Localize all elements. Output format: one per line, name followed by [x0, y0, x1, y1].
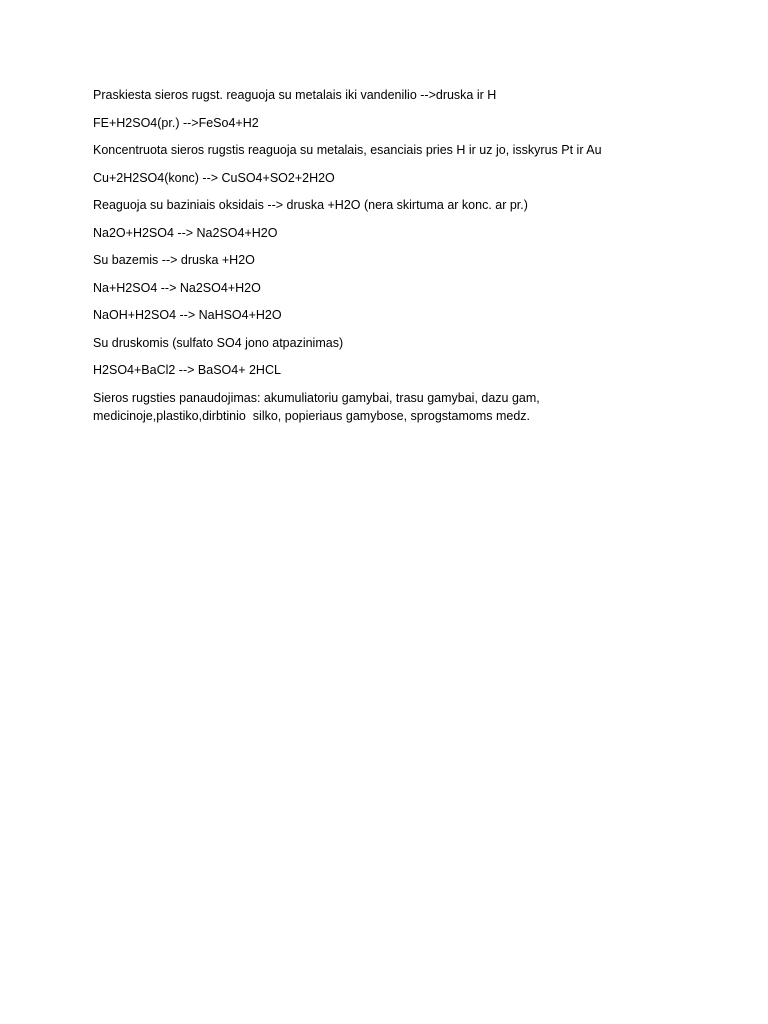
- paragraph-equation-sodium: Na+H2SO4 --> Na2SO4+H2O: [93, 280, 261, 295]
- paragraph-salts: Su druskomis (sulfato SO4 jono atpazinimas): [93, 335, 344, 350]
- paragraph-bases: Su bazemis --> druska +H2O: [93, 253, 255, 267]
- paragraph-uses: Sieros rugsties panaudojimas: akumuliatoriu gamybai, trasu gamybai, dazu gam, medicinoje,plastiko,dirbtinio silko, popieriaus gamybose, sprogstamoms medz.: [93, 390, 544, 423]
- paragraph-basic-oxides: Reaguoja su baziniais oksidais --> druska +H2O (nera skirtuma ar konc. ar pr.): [93, 198, 528, 212]
- paragraph-concentrated-acid-metals: Koncentruota sieros rugstis reaguoja su metalais, esanciais pries H ir uz jo, isskyrus Pt ir Au: [93, 143, 602, 157]
- paragraph-equation-barium-chloride: H2SO4+BaCl2 --> BaSO4+ 2HCL: [93, 363, 281, 377]
- paragraph-equation-copper: Cu+2H2SO4(konc) --> CuSO4+SO2+2H2O: [93, 170, 335, 185]
- paragraph-equation-iron: FE+H2SO4(pr.) -->FeSo4+H2: [93, 115, 259, 130]
- paragraph-equation-sodium-oxide: Na2O+H2SO4 --> Na2SO4+H2O: [93, 225, 278, 240]
- paragraph-dilute-acid-metals: Praskiesta sieros rugst. reaguoja su metalais iki vandenilio -->druska ir H: [93, 88, 497, 102]
- paragraph-equation-sodium-hydroxide: NaOH+H2SO4 --> NaHSO4+H2O: [93, 308, 282, 322]
- document-body: [93, 86, 683, 434]
